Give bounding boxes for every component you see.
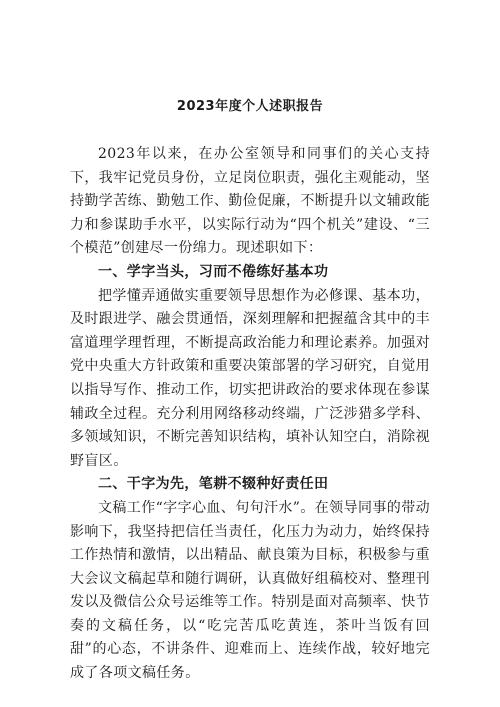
- document-title: 2023年度个人述职报告: [176, 99, 324, 114]
- intro-paragraph: 2023年以来，在办公室领导和同事们的关心支持下，我牢记党员身份，立足岗位职责，强化主观能动，坚持勤学苦练、勤勉工作、勤俭促廉，不断提升以文辅政能力和参谋助手水平，以实际行动为“四个机关”建设、“三个模范”创建尽一份绵力。现述职如下：: [70, 146, 430, 257]
- section-heading-1: 一、学字当头，习而不倦练好基本功: [98, 263, 329, 280]
- section-body-2: 文稿工作“字字心血、句句汗水”。在领导同事的带动影响下，我坚持把信任当责任，化压力为动力，始终保持工作热情和激情，以出精品、献良策为目标，积极参与重大会议文稿起草和随行调研，认真做好组稿校对、整理刊发以及微信公众号运维等工作。特别是面对高频率、快节奏的文稿任务，以“吃完苦瓜吃黄连，茶叶当饭有回甜”的心态，不讲条件、迎难而上、连续作战，较好地完成了各项文稿任务。: [70, 499, 430, 682]
- document-body: [70, 143, 430, 686]
- section-heading-2: 二、干字为先，笔耕不辍种好责任田: [98, 476, 329, 493]
- section-body-1: 把学懂弄通做实重要领导思想作为必修课、基本功，及时跟进学、融会贯通悟，深刻理解和把握蕴含其中的丰富道理学理哲理，不断提高政治能力和理论素养。加强对党中央重大方针政策和重要决策部署的学习研究，自觉用以指导写作、推动工作，切实把讲政治的要求体现在参谋辅政全过程。充分利用网络移动终端，广泛涉猎多学科、多领域知识，不断完善知识结构，填补认知空白，消除视野盲区。: [70, 287, 430, 469]
